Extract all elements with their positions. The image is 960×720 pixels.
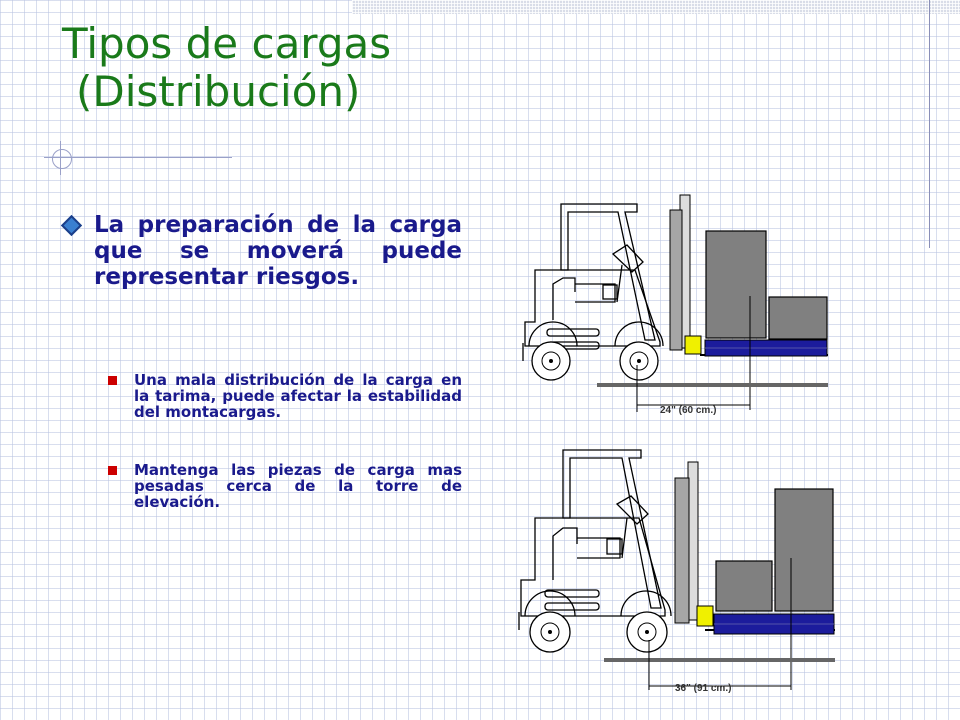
title-underline xyxy=(60,157,232,158)
sub-bullet-text-1: Una mala distribución de la carga en la tarima, puede afectar la estabilidad del montacargas. xyxy=(134,371,462,421)
slide-title xyxy=(62,20,391,116)
forklift-illustration-bottom xyxy=(505,440,835,698)
square-bullet-icon xyxy=(108,466,117,475)
sub-bullet-1 xyxy=(108,372,462,420)
vertical-decor-rule xyxy=(929,0,930,248)
crosshair-vertical-line xyxy=(60,141,61,175)
crosshair-horizontal-line xyxy=(44,157,78,158)
crosshair-circle-icon xyxy=(52,149,72,169)
corner-pattern-band xyxy=(352,0,960,14)
diamond-bullet-icon xyxy=(61,215,82,236)
main-bullet xyxy=(60,212,462,290)
sub-bullet-text-2: Mantenga las piezas de carga mas pesadas cerca de la torre de elevación. xyxy=(134,461,462,511)
main-bullet-text: La preparación de la carga que se moverá puede representar riesgos. xyxy=(94,212,462,290)
title-line-2: (Distribución) xyxy=(76,67,361,116)
sub-bullet-2 xyxy=(108,462,462,510)
title-line-1: Tipos de cargas xyxy=(62,19,392,68)
dimension-label-24in: 24" (60 cm.) xyxy=(660,405,717,416)
square-bullet-icon xyxy=(108,376,117,385)
forklift-illustration-top xyxy=(505,190,835,420)
dimension-label-36in: 36" (91 cm.) xyxy=(675,683,732,694)
